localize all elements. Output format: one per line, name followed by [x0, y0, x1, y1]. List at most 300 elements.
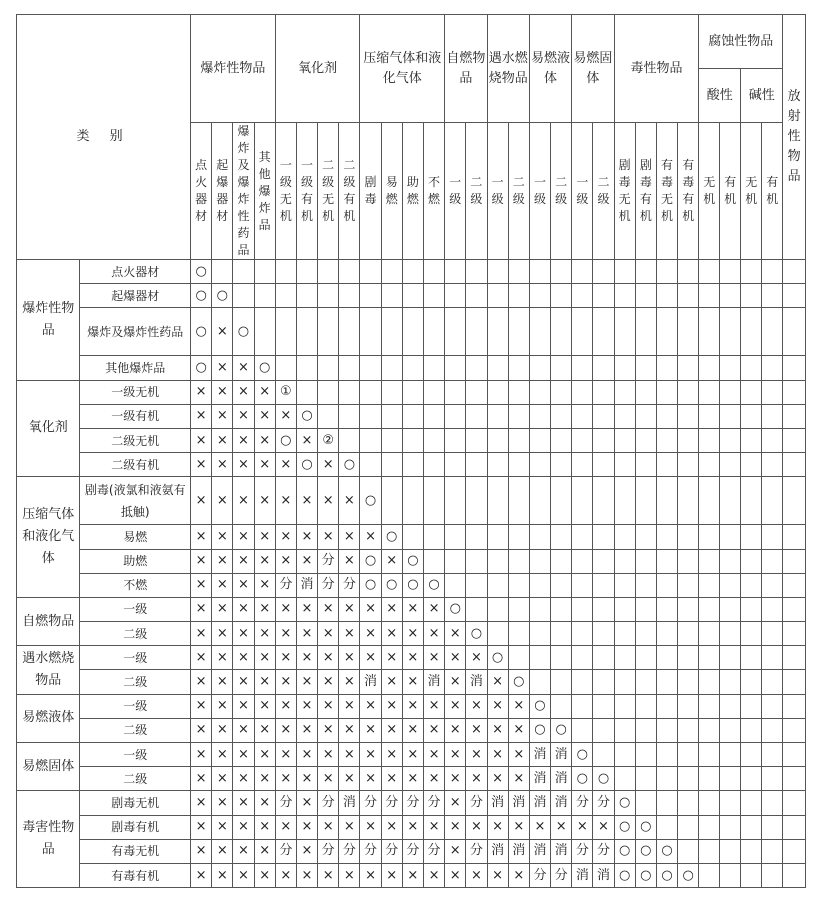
- table-cell: ×: [233, 670, 254, 694]
- table-cell: ×: [423, 622, 444, 646]
- corrosive-subheader: 无机: [741, 123, 762, 260]
- table-cell: ×: [233, 694, 254, 718]
- table-cell: [466, 453, 487, 477]
- table-cell: ○: [191, 308, 212, 356]
- table-cell: ○: [233, 308, 254, 356]
- table-cell: 分: [318, 549, 339, 573]
- table-cell: ×: [296, 646, 317, 670]
- table-cell: ×: [233, 767, 254, 791]
- table-cell: [423, 356, 444, 380]
- table-cell: ×: [360, 622, 381, 646]
- table-cell: [381, 477, 402, 525]
- table-cell: ×: [339, 863, 360, 887]
- table-cell: [699, 791, 720, 815]
- table-cell: [678, 260, 699, 284]
- table-cell: ×: [360, 863, 381, 887]
- table-cell: [423, 477, 444, 525]
- row-label: 一级: [80, 694, 191, 718]
- table-cell: ×: [381, 646, 402, 670]
- table-cell: [635, 767, 656, 791]
- table-cell: [296, 260, 317, 284]
- table-cell: ×: [423, 743, 444, 767]
- row-label: 爆炸及爆炸性药品: [80, 308, 191, 356]
- table-cell: ×: [212, 356, 233, 380]
- table-cell: ×: [212, 308, 233, 356]
- table-cell: [381, 404, 402, 428]
- table-cell: [614, 622, 635, 646]
- row-label: 一级: [80, 646, 191, 670]
- table-cell: 消: [529, 743, 550, 767]
- table-cell: [741, 670, 762, 694]
- table-cell: [762, 356, 783, 380]
- table-cell: [381, 308, 402, 356]
- table-cell: [678, 839, 699, 863]
- table-cell: [741, 743, 762, 767]
- column-subheader: 二级: [551, 123, 572, 260]
- column-subheader: 易燃: [381, 123, 402, 260]
- table-cell: [783, 863, 806, 887]
- table-cell: [699, 308, 720, 356]
- table-cell: [678, 356, 699, 380]
- table-cell: [614, 380, 635, 404]
- table-cell: ×: [360, 525, 381, 549]
- table-cell: ×: [212, 597, 233, 621]
- table-cell: ×: [212, 622, 233, 646]
- table-cell: [720, 743, 741, 767]
- table-cell: [508, 549, 529, 573]
- table-cell: [783, 622, 806, 646]
- table-cell: [614, 284, 635, 308]
- table-cell: [741, 404, 762, 428]
- table-cell: ×: [212, 453, 233, 477]
- table-cell: ×: [254, 670, 275, 694]
- column-subheader: 一级: [572, 123, 593, 260]
- table-cell: [614, 767, 635, 791]
- table-cell: ×: [551, 815, 572, 839]
- table-cell: [466, 308, 487, 356]
- table-cell: [487, 573, 508, 597]
- table-cell: [678, 718, 699, 742]
- table-cell: ×: [487, 694, 508, 718]
- table-cell: [233, 260, 254, 284]
- table-cell: ×: [318, 597, 339, 621]
- table-cell: ○: [572, 767, 593, 791]
- table-cell: [783, 380, 806, 404]
- table-cell: ×: [233, 380, 254, 404]
- table-cell: [529, 597, 550, 621]
- table-cell: ×: [339, 646, 360, 670]
- table-cell: [423, 284, 444, 308]
- row-label: 二级: [80, 670, 191, 694]
- table-cell: ×: [296, 694, 317, 718]
- table-cell: [381, 428, 402, 452]
- table-cell: ×: [233, 839, 254, 863]
- table-cell: [699, 380, 720, 404]
- table-cell: [487, 525, 508, 549]
- table-cell: ×: [191, 453, 212, 477]
- table-cell: ×: [296, 767, 317, 791]
- table-cell: [678, 428, 699, 452]
- table-cell: ×: [275, 477, 296, 525]
- table-cell: ×: [381, 670, 402, 694]
- table-cell: [466, 477, 487, 525]
- table-cell: [720, 477, 741, 525]
- table-cell: [487, 260, 508, 284]
- table-cell: [593, 356, 614, 380]
- table-cell: [466, 380, 487, 404]
- table-cell: [762, 573, 783, 597]
- row-group-header: 易燃固体: [17, 743, 80, 791]
- table-cell: ×: [466, 694, 487, 718]
- row-label: 二级: [80, 718, 191, 742]
- table-cell: [402, 308, 423, 356]
- table-cell: [699, 743, 720, 767]
- table-cell: ×: [212, 428, 233, 452]
- table-cell: [783, 428, 806, 452]
- table-cell: [360, 356, 381, 380]
- table-cell: ×: [423, 767, 444, 791]
- table-cell: [678, 622, 699, 646]
- table-cell: [572, 260, 593, 284]
- table-cell: [783, 791, 806, 815]
- table-cell: ×: [233, 453, 254, 477]
- table-cell: [614, 597, 635, 621]
- table-cell: [635, 380, 656, 404]
- table-cell: [783, 260, 806, 284]
- table-cell: [466, 525, 487, 549]
- column-group-header: 毒性物品: [614, 15, 699, 123]
- table-cell: [720, 404, 741, 428]
- table-cell: [339, 380, 360, 404]
- table-cell: [381, 284, 402, 308]
- row-label: 点火器材: [80, 260, 191, 284]
- table-cell: ×: [318, 477, 339, 525]
- table-cell: [720, 670, 741, 694]
- table-cell: [551, 380, 572, 404]
- table-cell: 消: [529, 839, 550, 863]
- table-cell: [783, 404, 806, 428]
- table-cell: 分: [551, 863, 572, 887]
- table-cell: [699, 549, 720, 573]
- table-cell: [529, 380, 550, 404]
- table-cell: ○: [423, 573, 444, 597]
- table-cell: [551, 284, 572, 308]
- table-cell: ×: [339, 670, 360, 694]
- table-cell: [593, 525, 614, 549]
- table-cell: ×: [191, 380, 212, 404]
- table-cell: [529, 284, 550, 308]
- table-cell: ×: [296, 622, 317, 646]
- table-cell: 消: [572, 863, 593, 887]
- table-cell: [275, 356, 296, 380]
- table-cell: ×: [466, 646, 487, 670]
- table-cell: 分: [339, 573, 360, 597]
- table-cell: [614, 718, 635, 742]
- table-cell: ×: [233, 525, 254, 549]
- table-cell: [699, 815, 720, 839]
- table-cell: [614, 670, 635, 694]
- table-cell: 分: [466, 839, 487, 863]
- row-label: 有毒有机: [80, 863, 191, 887]
- table-cell: [593, 694, 614, 718]
- column-subheader: 剧毒: [360, 123, 381, 260]
- table-cell: 消: [551, 743, 572, 767]
- table-cell: ×: [191, 791, 212, 815]
- table-cell: ×: [212, 718, 233, 742]
- table-cell: ×: [318, 718, 339, 742]
- table-cell: [296, 356, 317, 380]
- table-cell: [487, 356, 508, 380]
- row-label: 剧毒无机: [80, 791, 191, 815]
- table-cell: ×: [191, 694, 212, 718]
- table-cell: 分: [402, 839, 423, 863]
- table-cell: ×: [402, 863, 423, 887]
- table-cell: [762, 549, 783, 573]
- table-cell: 分: [318, 839, 339, 863]
- table-cell: ○: [508, 670, 529, 694]
- table-cell: [762, 863, 783, 887]
- table-cell: [593, 404, 614, 428]
- table-cell: [445, 284, 466, 308]
- table-cell: [445, 260, 466, 284]
- table-cell: ×: [275, 694, 296, 718]
- column-subheader: 一级有机: [296, 123, 317, 260]
- table-cell: [423, 260, 444, 284]
- table-cell: [466, 284, 487, 308]
- table-cell: [762, 453, 783, 477]
- table-cell: [762, 525, 783, 549]
- table-cell: [275, 284, 296, 308]
- table-cell: [783, 839, 806, 863]
- table-cell: ×: [445, 839, 466, 863]
- table-cell: [678, 284, 699, 308]
- table-cell: [275, 260, 296, 284]
- table-cell: 分: [360, 791, 381, 815]
- table-cell: [656, 404, 677, 428]
- table-cell: ○: [656, 863, 677, 887]
- table-cell: ×: [487, 815, 508, 839]
- column-group-header: 易燃固体: [572, 15, 614, 123]
- table-cell: ×: [212, 525, 233, 549]
- table-cell: ×: [508, 863, 529, 887]
- table-cell: [614, 549, 635, 573]
- table-cell: [508, 428, 529, 452]
- table-cell: ×: [339, 815, 360, 839]
- row-label: 二级: [80, 622, 191, 646]
- table-cell: ×: [275, 404, 296, 428]
- table-cell: [699, 404, 720, 428]
- table-cell: ×: [212, 573, 233, 597]
- table-cell: ×: [191, 597, 212, 621]
- table-cell: ×: [191, 646, 212, 670]
- table-cell: [635, 573, 656, 597]
- table-cell: [741, 453, 762, 477]
- table-cell: ×: [445, 622, 466, 646]
- table-cell: ×: [339, 549, 360, 573]
- table-cell: [614, 404, 635, 428]
- table-cell: ○: [296, 404, 317, 428]
- table-cell: [720, 815, 741, 839]
- table-cell: ×: [487, 670, 508, 694]
- table-cell: [445, 573, 466, 597]
- table-cell: ×: [212, 646, 233, 670]
- column-subheader: 二级有机: [339, 123, 360, 260]
- row-label: 易燃: [80, 525, 191, 549]
- table-cell: [593, 622, 614, 646]
- table-cell: [339, 284, 360, 308]
- table-cell: ×: [212, 815, 233, 839]
- table-cell: [614, 428, 635, 452]
- table-cell: [254, 260, 275, 284]
- table-cell: 消: [296, 573, 317, 597]
- table-cell: ×: [275, 597, 296, 621]
- table-cell: [741, 356, 762, 380]
- table-cell: [423, 525, 444, 549]
- table-cell: ×: [318, 815, 339, 839]
- table-cell: [656, 622, 677, 646]
- table-cell: [529, 646, 550, 670]
- table-cell: ×: [233, 622, 254, 646]
- column-subheader: 二级无机: [318, 123, 339, 260]
- table-cell: ×: [487, 718, 508, 742]
- table-cell: [699, 428, 720, 452]
- table-cell: [445, 549, 466, 573]
- table-cell: ×: [423, 815, 444, 839]
- table-cell: [741, 863, 762, 887]
- table-cell: ○: [381, 573, 402, 597]
- column-subheader: 剧毒无机: [614, 123, 635, 260]
- table-cell: [678, 404, 699, 428]
- table-cell: ○: [445, 597, 466, 621]
- column-subheader: 有毒无机: [656, 123, 677, 260]
- table-cell: [572, 694, 593, 718]
- table-cell: [614, 453, 635, 477]
- table-cell: ×: [318, 525, 339, 549]
- table-cell: [593, 549, 614, 573]
- table-cell: [783, 646, 806, 670]
- table-cell: [678, 453, 699, 477]
- table-cell: ×: [254, 525, 275, 549]
- table-cell: ×: [466, 863, 487, 887]
- table-cell: [635, 670, 656, 694]
- table-cell: ×: [275, 815, 296, 839]
- table-cell: ×: [212, 549, 233, 573]
- table-cell: ×: [466, 743, 487, 767]
- row-label: 二级无机: [80, 428, 191, 452]
- table-cell: [762, 839, 783, 863]
- table-cell: [699, 839, 720, 863]
- table-cell: ×: [233, 597, 254, 621]
- table-cell: [783, 284, 806, 308]
- table-cell: 分: [360, 839, 381, 863]
- table-cell: ×: [254, 743, 275, 767]
- table-cell: [678, 573, 699, 597]
- table-cell: [487, 308, 508, 356]
- row-group-header: 毒害性物品: [17, 791, 80, 888]
- table-cell: ○: [529, 718, 550, 742]
- table-cell: ×: [381, 718, 402, 742]
- table-cell: [318, 308, 339, 356]
- row-label: 剧毒有机: [80, 815, 191, 839]
- table-cell: ×: [381, 597, 402, 621]
- table-cell: ×: [296, 718, 317, 742]
- table-cell: ×: [233, 646, 254, 670]
- table-cell: [402, 356, 423, 380]
- table-cell: ×: [275, 622, 296, 646]
- table-cell: ×: [339, 743, 360, 767]
- table-cell: [741, 815, 762, 839]
- table-cell: [572, 380, 593, 404]
- table-cell: ×: [381, 815, 402, 839]
- table-cell: ×: [233, 791, 254, 815]
- table-cell: [762, 670, 783, 694]
- table-cell: ×: [233, 404, 254, 428]
- table-cell: ×: [275, 863, 296, 887]
- table-cell: [762, 404, 783, 428]
- table-cell: [762, 718, 783, 742]
- corrosive-subheader: 无机: [699, 123, 720, 260]
- table-cell: [699, 694, 720, 718]
- row-label: 一级有机: [80, 404, 191, 428]
- table-cell: [720, 308, 741, 356]
- table-cell: ×: [445, 863, 466, 887]
- radioactive-header: [783, 15, 806, 260]
- table-cell: ×: [360, 646, 381, 670]
- table-cell: [678, 743, 699, 767]
- table-cell: [741, 308, 762, 356]
- table-cell: [487, 549, 508, 573]
- table-cell: [508, 308, 529, 356]
- table-cell: ×: [445, 815, 466, 839]
- table-cell: [741, 694, 762, 718]
- table-cell: ×: [275, 743, 296, 767]
- table-cell: [678, 549, 699, 573]
- table-cell: [635, 453, 656, 477]
- column-group-header: 压缩气体和液化气体: [360, 15, 445, 123]
- table-cell: ○: [572, 743, 593, 767]
- table-cell: ×: [233, 428, 254, 452]
- table-cell: [572, 622, 593, 646]
- table-cell: [551, 694, 572, 718]
- table-cell: [720, 380, 741, 404]
- table-cell: ×: [212, 380, 233, 404]
- table-cell: ×: [254, 428, 275, 452]
- table-cell: [762, 428, 783, 452]
- table-cell: [741, 284, 762, 308]
- table-cell: ×: [339, 767, 360, 791]
- row-label: 一级: [80, 597, 191, 621]
- table-cell: ×: [339, 525, 360, 549]
- table-cell: [466, 573, 487, 597]
- table-cell: [572, 428, 593, 452]
- column-subheader: 有毒有机: [678, 123, 699, 260]
- table-cell: ×: [360, 815, 381, 839]
- table-cell: [656, 573, 677, 597]
- table-cell: [572, 670, 593, 694]
- table-cell: [593, 428, 614, 452]
- table-cell: ○: [296, 453, 317, 477]
- table-cell: [593, 743, 614, 767]
- table-cell: ×: [402, 622, 423, 646]
- table-cell: [635, 428, 656, 452]
- table-cell: [508, 646, 529, 670]
- table-cell: ○: [191, 284, 212, 308]
- table-cell: [699, 767, 720, 791]
- table-cell: [381, 380, 402, 404]
- table-cell: ×: [191, 404, 212, 428]
- table-cell: ×: [191, 839, 212, 863]
- table-cell: [360, 404, 381, 428]
